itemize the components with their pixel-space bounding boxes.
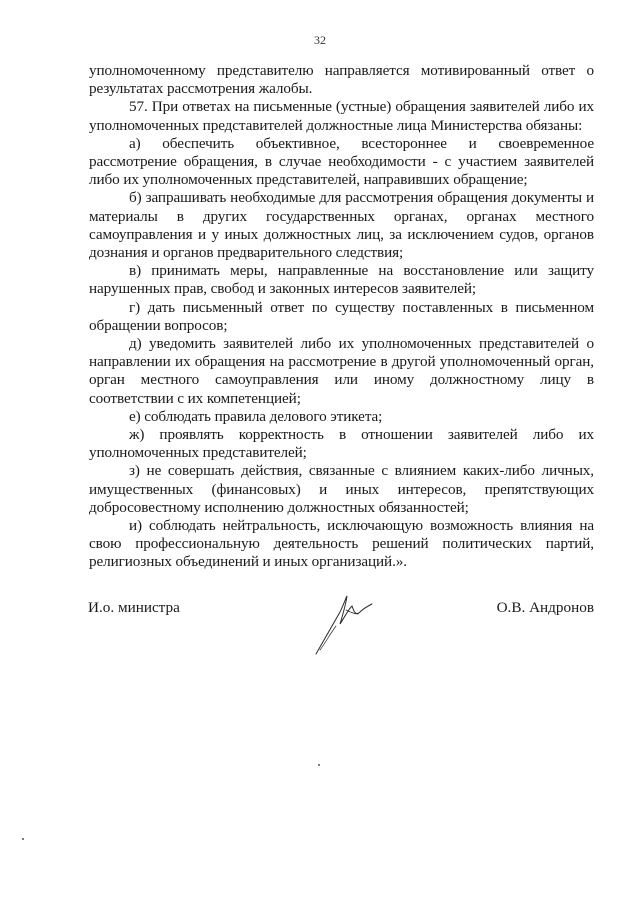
signatory-name: О.В. Андронов (496, 599, 594, 616)
scan-speck (22, 838, 24, 840)
handwritten-signature (310, 590, 380, 660)
list-item: и) соблюдать нейтральность, исключающую возможность влияния на свою профессиональную деятельность решений политических партий, религиозных объединений и иных организаций.». (89, 517, 594, 571)
signatory-position: И.о. министра (88, 599, 180, 616)
list-item: з) не совершать действия, связанные с влиянием каких-либо личных, имущественных (финансовых) и иных интересов, препятствующих добросовестному исполнению должностных обязанностей; (89, 462, 594, 516)
list-item: д) уведомить заявителей либо их уполномоченных представителей о направлении их обращения на рассмотрение в другой уполномоченный орган, орган местного самоуправления или иному должностному лицу в соответствии с их компетенцией; (89, 335, 594, 407)
paragraph: уполномоченному представителю направляется мотивированный ответ о результатах рассмотрения жалобы. (89, 62, 594, 98)
list-item: е) соблюдать правила делового этикета; (129, 407, 383, 425)
list-item: а) обеспечить объективное, всестороннее и своевременное рассмотрение обращения, в случае необходимости - с участием заявителей либо их уполномоченных представителей, направивших обращение; (89, 134, 594, 189)
list-item: в) принимать меры, направленные на восстановление или защиту нарушенных прав, свобод и законных интересов заявителей; (89, 262, 594, 298)
scan-speck (318, 764, 320, 766)
list-item: г) дать письменный ответ по существу поставленных в письменном обращении вопросов; (89, 298, 594, 334)
document-body (89, 62, 594, 572)
paragraph: 57. При ответах на письменные (устные) обращения заявителей либо их уполномоченных представителей должностные лица Министерства обязаны: (89, 98, 594, 134)
list-item: ж) проявлять корректность в отношении заявителей либо их уполномоченных представителей; (89, 426, 594, 462)
list-item: б) запрашивать необходимые для рассмотрения обращения документы и материалы в других государственных органах, органах местного самоуправления и у иных должностных лиц, за исключением судов, органов дознания и органов предварительного следствия; (89, 189, 594, 262)
page-number: 32 (314, 33, 326, 47)
